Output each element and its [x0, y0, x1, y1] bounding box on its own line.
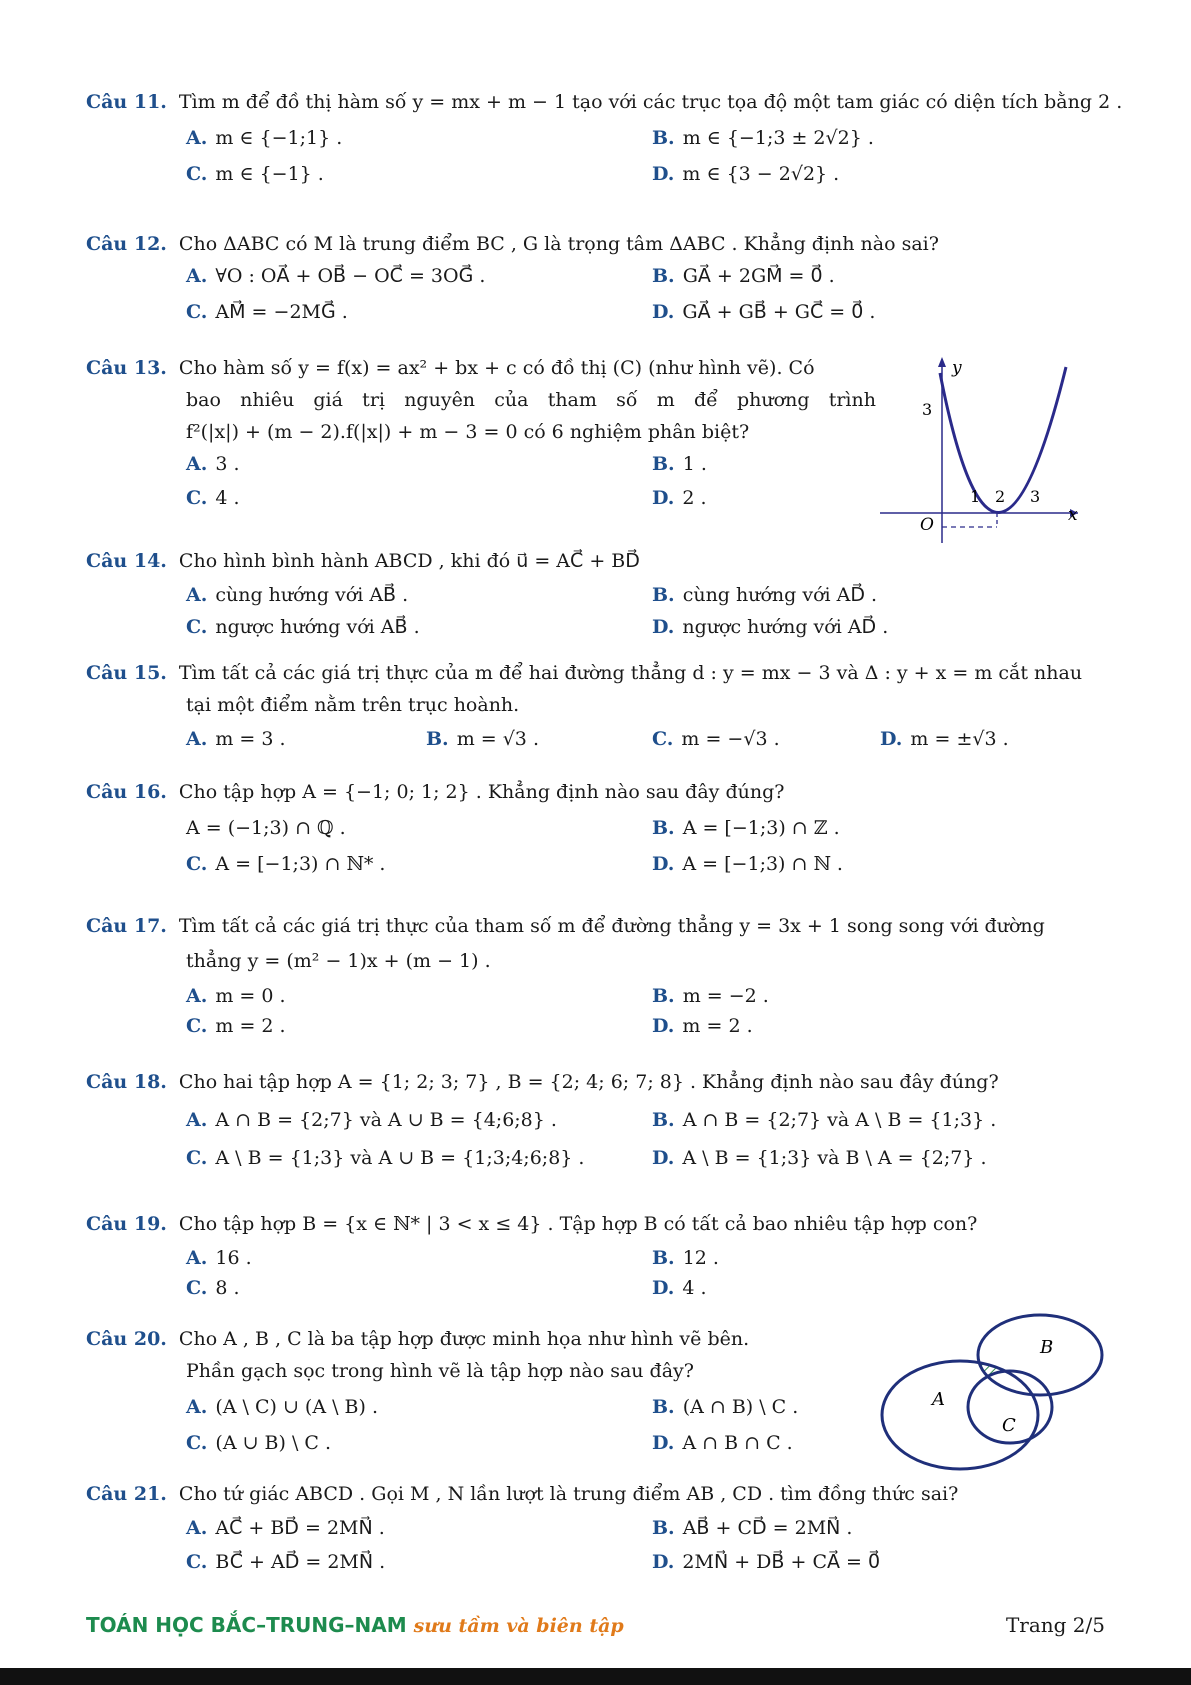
hatched-region: [880, 1305, 1110, 1480]
question-text-cont: thẳng y = (m² − 1)x + (m − 1) .: [186, 950, 491, 972]
tick-x-3: 3: [1030, 487, 1041, 506]
option-d[interactable]: D. m = ±√3 .: [880, 728, 1009, 750]
question-13: [86, 352, 876, 516]
question-text: Cho A , B , C là ba tập hợp được minh họa như hình vẽ bên.: [178, 1328, 750, 1350]
bottom-bar: [0, 1668, 1191, 1685]
tick-y-label: 3: [922, 400, 933, 419]
option-d[interactable]: D. 4 .: [652, 1277, 707, 1299]
option-b[interactable]: B. 12 .: [652, 1247, 719, 1269]
question-text: Cho hàm số y = f(x) = ax² + bx + c có đồ thị (C) (như hình vẽ). Có: [178, 357, 815, 379]
option-c[interactable]: C. m = −√3 .: [652, 728, 780, 750]
question-17: [86, 910, 1116, 1048]
question-label: Câu 21.: [86, 1483, 167, 1505]
option-a[interactable]: A. 16 .: [186, 1247, 252, 1269]
option-b[interactable]: B. 1 .: [652, 453, 707, 475]
option-b[interactable]: B. A = [−1;3) ∩ ℤ .: [652, 817, 840, 839]
question-14: [86, 545, 1116, 645]
option-b[interactable]: B. (A ∩ B) \ C .: [652, 1396, 799, 1418]
question-text: Cho hai tập hợp A = {1; 2; 3; 7} , B = {2; 4; 6; 7; 8} . Khẳng định nào sau đây đúng?: [178, 1071, 999, 1093]
option-c[interactable]: C. A \ B = {1;3} và A ∪ B = {1;3;4;6;8} .: [186, 1147, 585, 1169]
option-c[interactable]: C. ngược hướng với AB⃗ .: [186, 616, 420, 638]
parabola-graph: [870, 355, 1080, 545]
option-a[interactable]: A. m = 0 .: [186, 985, 286, 1007]
question-label: Câu 14.: [86, 550, 167, 572]
option-b[interactable]: B. A ∩ B = {2;7} và A \ B = {1;3} .: [652, 1109, 997, 1131]
option-c[interactable]: C. BC⃗ + AD⃗ = 2MN⃗ .: [186, 1551, 386, 1573]
question-label: Câu 15.: [86, 662, 167, 684]
question-label: Câu 17.: [86, 915, 167, 937]
brand-tagline: sưu tầm và biên tập: [413, 1615, 624, 1637]
option-a[interactable]: A. 3 .: [186, 453, 240, 475]
option-b[interactable]: B. cùng hướng với AD⃗ .: [652, 584, 878, 606]
option-d[interactable]: D. m ∈ {3 − 2√2} .: [652, 163, 840, 185]
question-12: [86, 228, 1116, 332]
option-b[interactable]: B. GA⃗ + 2GM⃗ = 0⃗ .: [652, 265, 835, 287]
option-c[interactable]: C. m ∈ {−1} .: [186, 163, 324, 185]
option-b[interactable]: B. AB⃗ + CD⃗ = 2MN⃗ .: [652, 1517, 853, 1539]
question-18: [86, 1066, 1116, 1182]
option-d[interactable]: D. GA⃗ + GB⃗ + GC⃗ = 0⃗ .: [652, 301, 876, 323]
question-text-cont: Phần gạch sọc trong hình vẽ là tập hợp nào sau đây?: [186, 1360, 694, 1382]
tick-x-1: 1: [970, 487, 981, 506]
option-c[interactable]: C. (A ∪ B) \ C .: [186, 1432, 332, 1454]
question-text-cont: tại một điểm nằm trên trục hoành.: [186, 694, 520, 716]
question-text: Cho tứ giác ABCD . Gọi M , N lần lượt là trung điểm AB , CD . tìm đồng thức sai?: [178, 1483, 959, 1505]
question-label: Câu 12.: [86, 233, 167, 255]
option-d[interactable]: D. A \ B = {1;3} và B \ A = {2;7} .: [652, 1147, 987, 1169]
venn-diagram: [880, 1305, 1110, 1480]
question-16: [86, 776, 1116, 888]
option-d[interactable]: D. m = 2 .: [652, 1015, 753, 1037]
question-21: [86, 1478, 1116, 1582]
option-a[interactable]: A. A ∩ B = {2;7} và A ∪ B = {4;6;8} .: [186, 1109, 557, 1131]
option-c[interactable]: C. 8 .: [186, 1277, 240, 1299]
option-a[interactable]: A. m ∈ {−1;1} .: [186, 127, 343, 149]
option-b[interactable]: B. m = −2 .: [652, 985, 769, 1007]
question-label: Câu 11.: [86, 91, 167, 113]
question-text: Cho ΔABC có M là trung điểm BC , G là trọng tâm ΔABC . Khẳng định nào sai?: [178, 233, 939, 255]
option-d[interactable]: D. A ∩ B ∩ C .: [652, 1432, 793, 1454]
option-a[interactable]: A = (−1;3) ∩ ℚ .: [186, 817, 346, 839]
option-d[interactable]: D. 2MN⃗ + DB⃗ + CA⃗ = 0⃗: [652, 1551, 881, 1573]
question-15: [86, 657, 1116, 757]
tick-x-2: 2: [995, 487, 1006, 506]
origin-label: O: [920, 515, 934, 535]
option-a[interactable]: A. AC⃗ + BD⃗ = 2MN⃗ .: [186, 1517, 385, 1539]
option-a[interactable]: A. m = 3 .: [186, 728, 286, 750]
label-a: A: [932, 1389, 945, 1410]
question-text: Cho tập hợp A = {−1; 0; 1; 2} . Khẳng định nào sau đây đúng?: [178, 781, 785, 803]
brand-name: TOÁN HỌC BẮC–TRUNG–NAM: [86, 1613, 407, 1637]
option-b[interactable]: B. m = √3 .: [426, 728, 539, 750]
option-d[interactable]: D. ngược hướng với AD⃗ .: [652, 616, 889, 638]
option-d[interactable]: D. A = [−1;3) ∩ ℕ .: [652, 853, 843, 875]
option-a[interactable]: A. (A \ C) ∪ (A \ B) .: [186, 1396, 378, 1418]
y-axis-arrow: [938, 357, 946, 367]
question-label: Câu 16.: [86, 781, 167, 803]
label-b: B: [1040, 1337, 1054, 1358]
option-c[interactable]: C. A = [−1;3) ∩ ℕ* .: [186, 853, 386, 875]
option-a[interactable]: A. cùng hướng với AB⃗ .: [186, 584, 409, 606]
option-c[interactable]: C. m = 2 .: [186, 1015, 286, 1037]
question-11: [86, 86, 1123, 198]
x-label: x: [1068, 505, 1078, 525]
question-text: Tìm tất cả các giá trị thực của m để hai đường thẳng d : y = mx − 3 và Δ : y + x = m cắt nhau: [178, 662, 1083, 684]
option-d[interactable]: D. 2 .: [652, 487, 707, 509]
question-label: Câu 19.: [86, 1213, 167, 1235]
question-text: Cho hình bình hành ABCD , khi đó u⃗ = AC⃗ + BD⃗: [178, 550, 640, 572]
option-c[interactable]: C. AM⃗ = −2MG⃗ .: [186, 301, 348, 323]
footer-brand: [86, 1613, 624, 1637]
y-label: y: [952, 358, 962, 378]
question-label: Câu 20.: [86, 1328, 167, 1350]
label-c: C: [1002, 1415, 1016, 1436]
option-c[interactable]: C. 4 .: [186, 487, 240, 509]
option-a[interactable]: A. ∀O : OA⃗ + OB⃗ − OC⃗ = 3OG⃗ .: [186, 265, 486, 287]
question-text: Tìm m để đồ thị hàm số y = mx + m − 1 tạo với các trục tọa độ một tam giác có diện tích bằng 2 .: [178, 91, 1123, 113]
question-label: Câu 18.: [86, 1071, 167, 1093]
question-label: Câu 13.: [86, 357, 167, 379]
question-19: [86, 1208, 1116, 1308]
question-20: [86, 1323, 876, 1463]
question-text-cont: f²(|x|) + (m − 2).f(|x|) + m − 3 = 0 có 6 nghiệm phân biệt?: [186, 421, 750, 443]
question-text: Cho tập hợp B = {x ∈ ℕ* | 3 < x ≤ 4} . Tập hợp B có tất cả bao nhiêu tập hợp con?: [178, 1213, 978, 1235]
question-text-cont: bao nhiêu giá trị nguyên của tham số m để phương trình: [186, 389, 876, 411]
option-b[interactable]: B. m ∈ {−1;3 ± 2√2} .: [652, 127, 874, 149]
page-number: Trang 2/5: [1005, 1613, 1105, 1637]
question-text: Tìm tất cả các giá trị thực của tham số m để đường thẳng y = 3x + 1 song song với đường: [178, 915, 1045, 937]
